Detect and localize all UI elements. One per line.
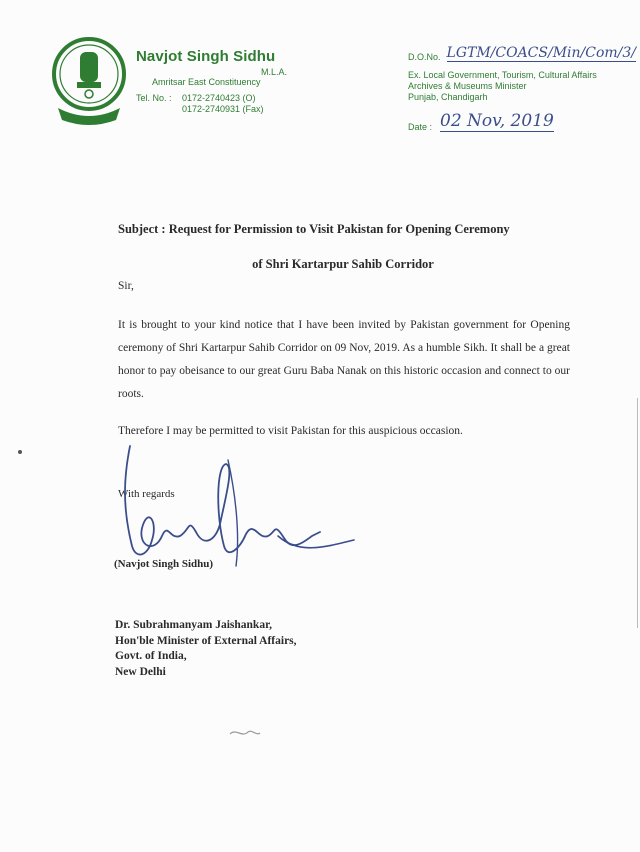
tel-fax: 0172-2740931 (Fax) [182, 104, 264, 114]
letterhead-constituency: Amritsar East Constituency [152, 77, 261, 87]
signatory-name: (Navjot Singh Sidhu) [114, 558, 214, 570]
signature-icon [108, 436, 368, 586]
office-position-line: Archives & Museums Minister [408, 81, 527, 91]
subject-line: Subject : Request for Permission to Visit Pakistan for Opening Ceremony [118, 222, 510, 236]
addressee-line: Govt. of India, [115, 650, 187, 662]
office-position [408, 70, 638, 103]
date-row [408, 111, 638, 132]
addressee [115, 618, 297, 680]
office-position-line: Ex. Local Government, Tourism, Cultural Affairs [408, 70, 597, 80]
ink-dot [18, 450, 22, 454]
addressee-line: Dr. Subrahmanyam Jaishankar, [115, 619, 273, 631]
subject-line: of Shri Kartarpur Sahib Corridor [252, 257, 434, 271]
subject [118, 212, 568, 282]
tel-office: 0172-2740423 (O) [182, 93, 256, 103]
dono-row [408, 45, 638, 62]
addressee-line: Hon'ble Minister of External Affairs, [115, 634, 297, 647]
body-paragraph: It is brought to your kind notice that I have been invited by Pakistan government for Opening ceremony of Shri Kartarpur Sahib Corridor on 09 Nov, 2019. As a humble Sikh. It shall be a great honor to pay obeisance to our great Guru Baba Nanak on this historic occasion and connect to our roots. [118, 319, 570, 400]
salutation: Sir, [118, 280, 134, 292]
tel-label: Tel. No. : [136, 93, 172, 103]
addressee-line: New Delhi [115, 665, 166, 678]
emblem-seal-icon [50, 34, 128, 126]
letterhead-right [408, 45, 638, 132]
date-label: Date : [408, 122, 433, 132]
letterhead-telephone [136, 93, 287, 115]
letterhead-name: Navjot Singh Sidhu [136, 48, 276, 65]
letterhead-left [136, 48, 287, 115]
page-edge [637, 398, 638, 628]
dono-label: D.O.No. [408, 52, 441, 62]
ink-smudge-icon [228, 726, 262, 740]
body-paragraph: Therefore I may be permitted to visit Pakistan for this auspicious occasion. [118, 425, 463, 437]
office-position-line: Punjab, Chandigarh [408, 92, 488, 102]
closing: With regards [118, 488, 175, 500]
date-value: 02 Nov, 2019 [440, 111, 554, 131]
dono-value: LGTM/COACS/Min/Com/3/ [446, 45, 637, 61]
letterhead-designation: M.L.A. [261, 67, 288, 77]
